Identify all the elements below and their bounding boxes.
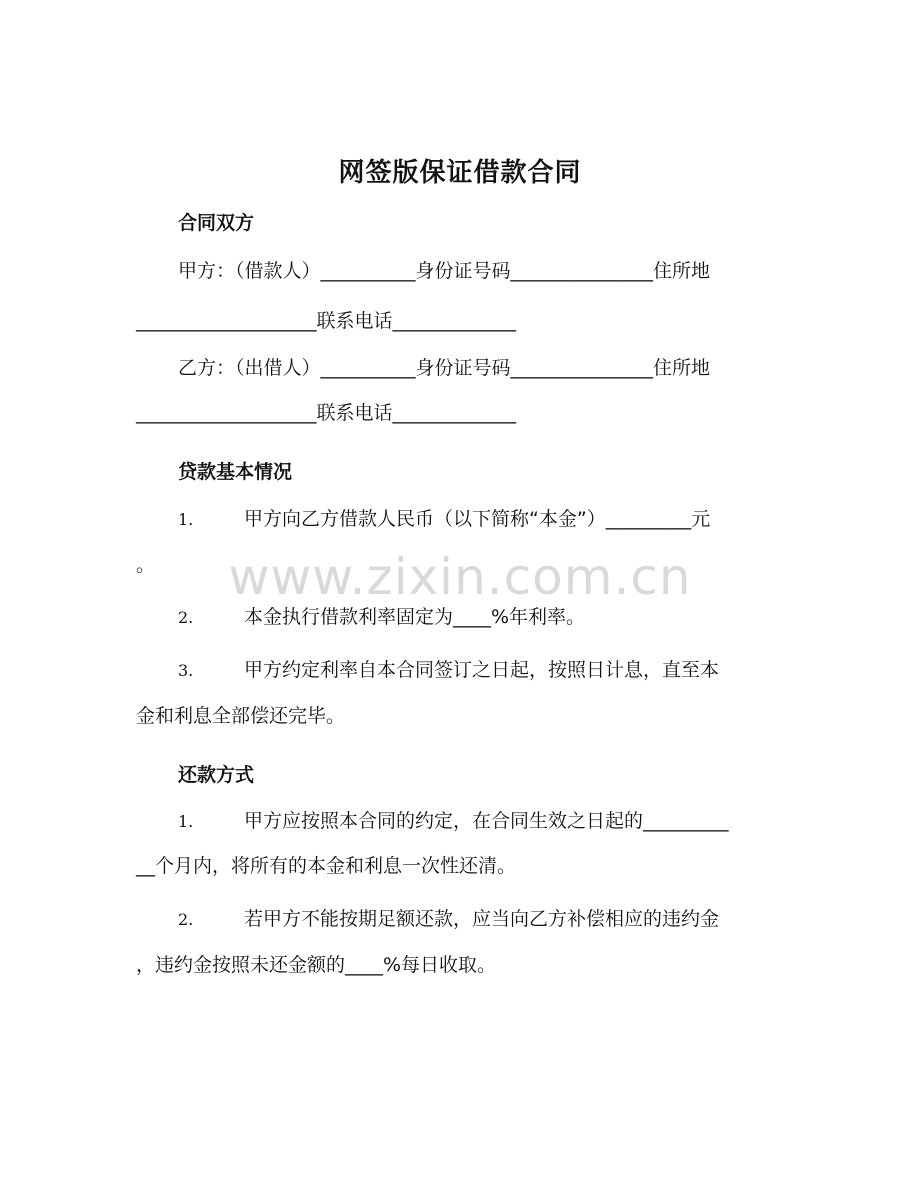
section-heading-loan: 贷款基本情况 — [178, 461, 293, 483]
loan-item-2-number: 2. — [178, 608, 194, 627]
section-heading-repayment: 还款方式 — [178, 764, 255, 786]
party-b-line-2: ___________________联系电话_____________ — [136, 402, 517, 424]
repayment-item-1-line-2: __个月内，将所有的本金和利息一次性还清。 — [136, 855, 517, 877]
loan-item-1-line-2: 。 — [136, 554, 156, 576]
loan-item-1-number: 1. — [178, 510, 194, 529]
document-title: 网签版保证借款合同 — [338, 158, 582, 188]
repayment-item-1-number: 1. — [178, 812, 194, 831]
loan-item-3-line-2: 金和利息全部偿还完毕。 — [136, 705, 346, 727]
repayment-item-2-line-1: 若甲方不能按期足额还款，应当向乙方补偿相应的违约金 — [244, 908, 720, 930]
party-b-line-1: 乙方：（出借人）__________身份证号码_______________住所地 — [178, 357, 711, 379]
party-a-line-2: ___________________联系电话_____________ — [136, 310, 517, 332]
repayment-item-2-number: 2. — [178, 910, 194, 929]
repayment-item-2-line-2: ，违约金按照未还金额的____%每日收取。 — [136, 954, 497, 976]
loan-item-1-line-1: 甲方向乙方借款人民币（以下简称“本金”）_________元 — [244, 508, 711, 530]
loan-item-3-line-1: 甲方约定利率自本合同签订之日起，按照日计息，直至本 — [244, 659, 720, 681]
repayment-item-1-line-1: 甲方应按照本合同的约定，在合同生效之日起的_________ — [244, 810, 729, 832]
loan-item-2-line-1: 本金执行借款利率固定为____%年利率。 — [244, 606, 586, 628]
party-a-line-1: 甲方：（借款人）__________身份证号码_______________住所地 — [178, 260, 711, 282]
watermark: www.zixin.com.cn — [228, 548, 692, 606]
loan-item-3-number: 3. — [178, 661, 194, 680]
section-heading-parties: 合同双方 — [178, 212, 255, 234]
